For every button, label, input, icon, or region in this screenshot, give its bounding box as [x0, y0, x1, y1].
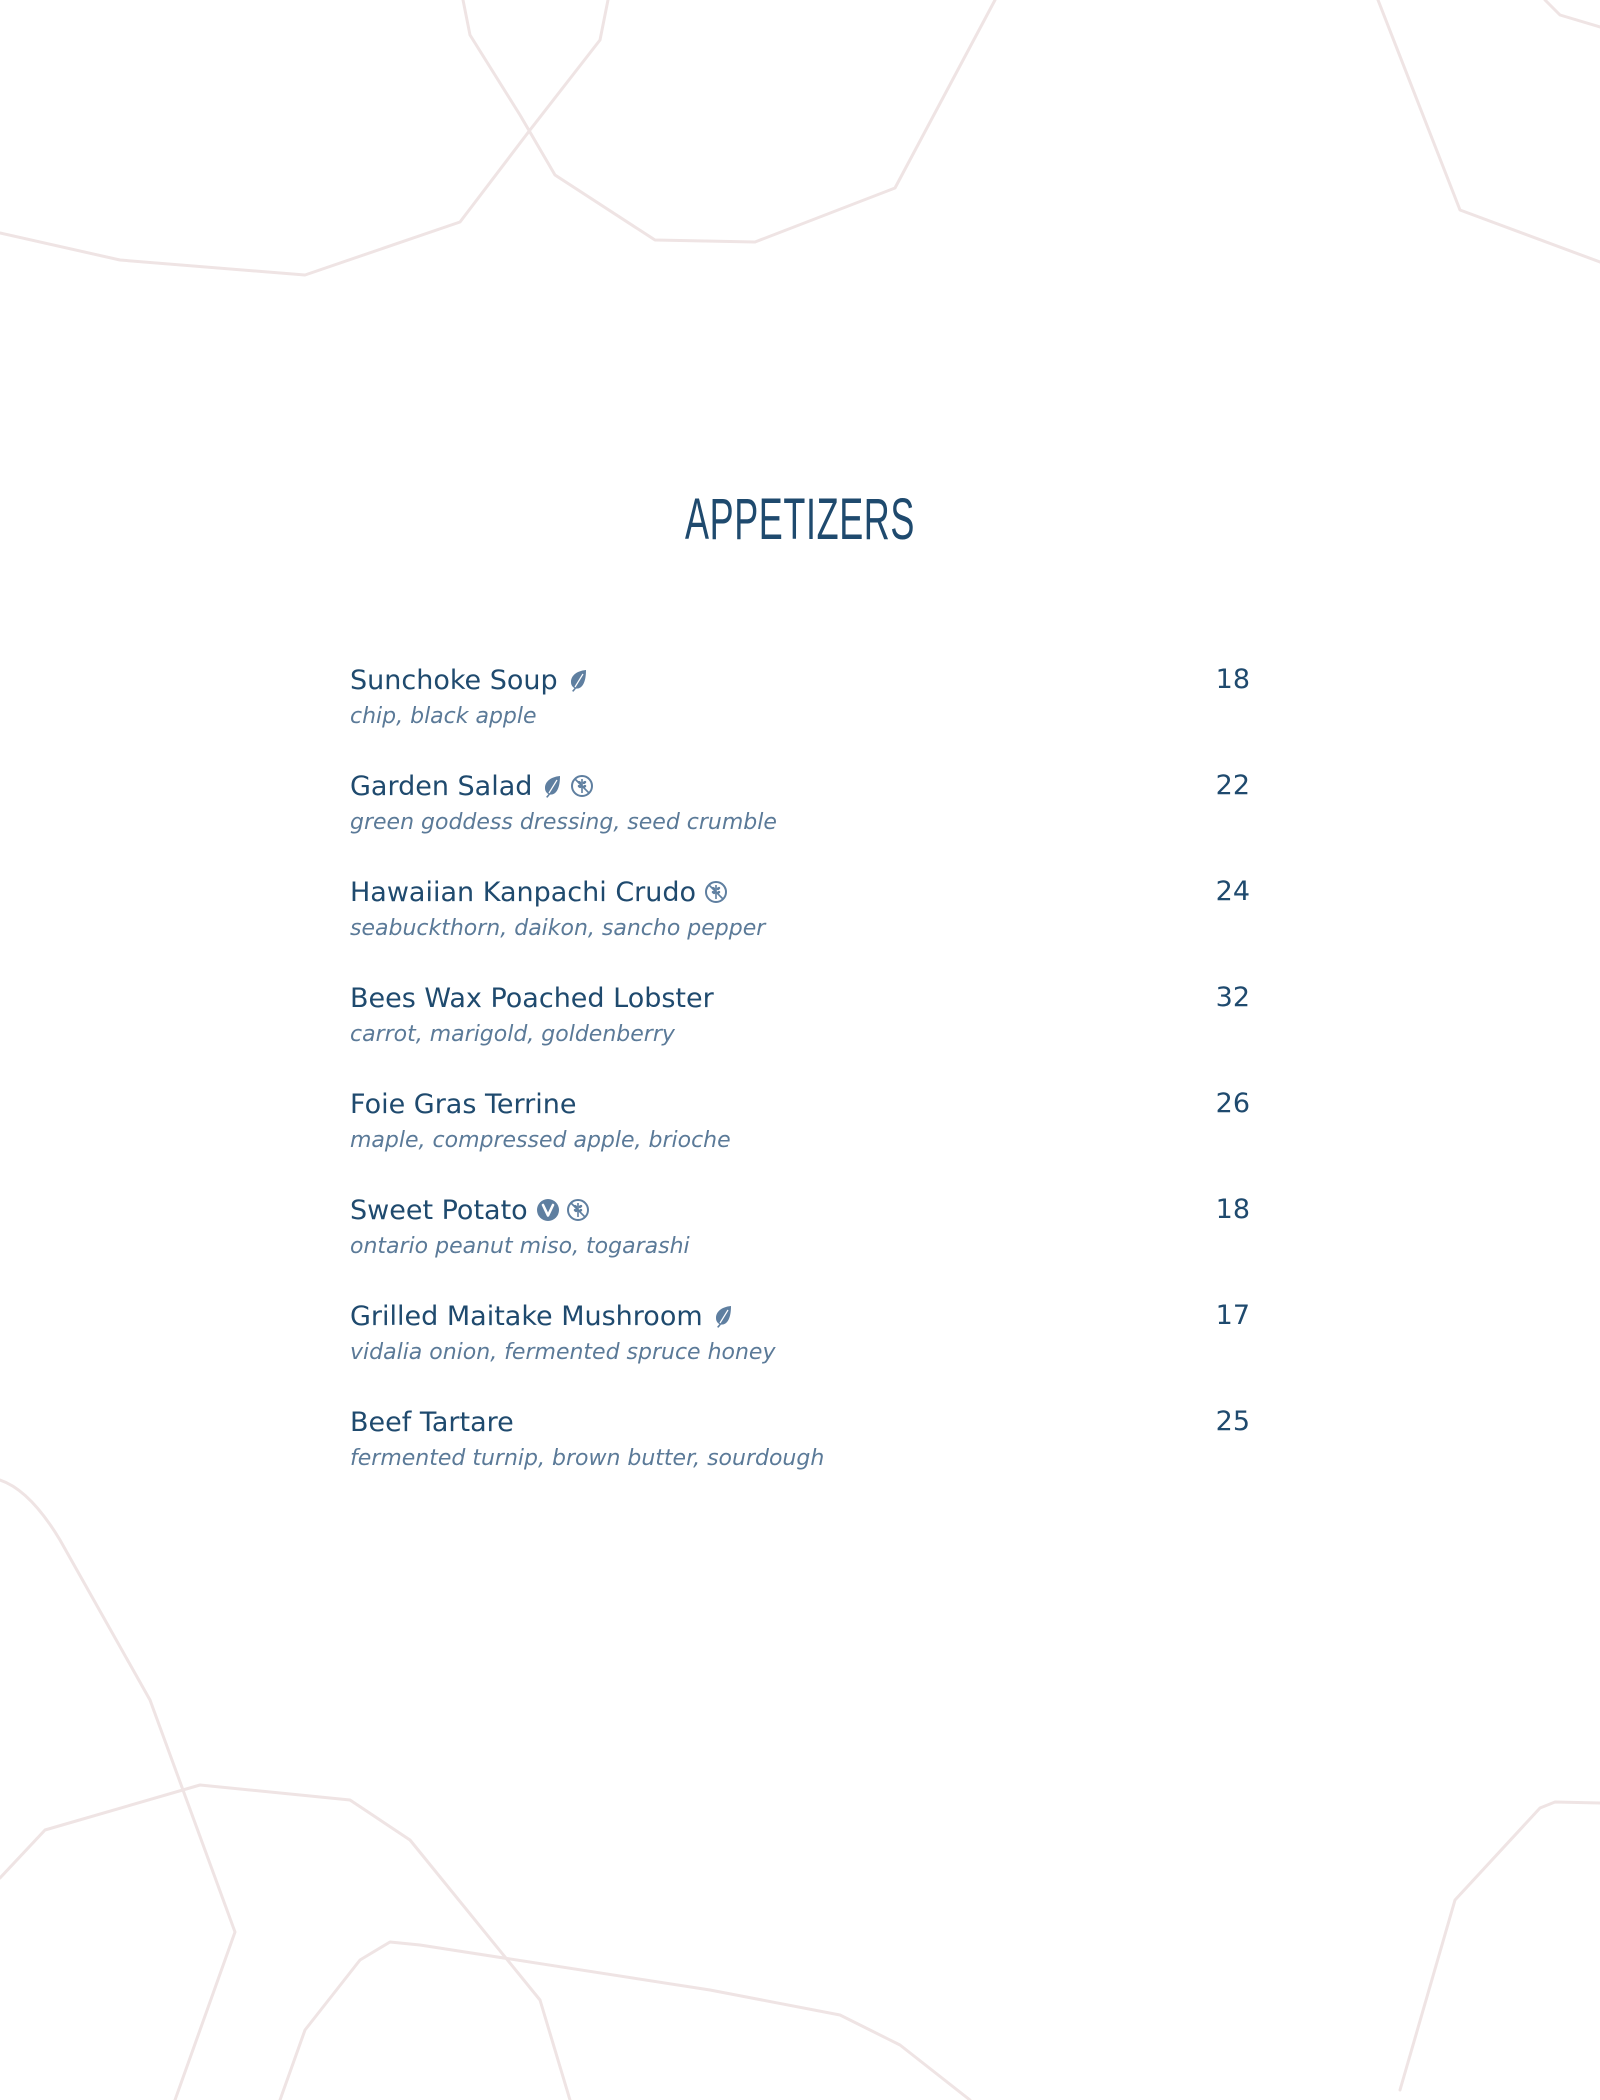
menu-item-price: 25: [1215, 1406, 1250, 1437]
menu-item: [350, 1084, 1250, 1190]
menu-item-price: 32: [1215, 982, 1250, 1013]
menu-item: [350, 978, 1250, 1084]
leaf-icon: [566, 668, 590, 692]
menu-item-price: 22: [1215, 770, 1250, 801]
menu-item: [350, 1190, 1250, 1296]
dietary-icons: [704, 880, 728, 904]
menu-item-price: 18: [1215, 1194, 1250, 1225]
menu-item-name: Sunchoke Soup: [350, 664, 558, 696]
menu-item-name: Bees Wax Poached Lobster: [350, 982, 714, 1014]
menu-item-description: seabuckthorn, daikon, sancho pepper: [350, 916, 766, 941]
menu-item: [350, 1296, 1250, 1402]
menu-item-name: Beef Tartare: [350, 1406, 514, 1438]
section-title: APPETIZERS: [684, 487, 916, 552]
menu-item-name: Hawaiian Kanpachi Crudo: [350, 876, 697, 908]
menu-item: [350, 1402, 1250, 1508]
dietary-icons: [540, 774, 594, 798]
menu-item: [350, 872, 1250, 978]
gluten-free-icon: [570, 774, 594, 798]
dietary-icons: [536, 1198, 590, 1222]
menu-item-name: Garden Salad: [350, 770, 533, 802]
menu-item-name: Foie Gras Terrine: [350, 1088, 577, 1120]
menu-item-price: 24: [1215, 876, 1250, 907]
menu-item-description: chip, black apple: [350, 704, 537, 729]
menu-page: [350, 480, 1250, 1471]
gluten-free-icon: [566, 1198, 590, 1222]
menu-item-description: green goddess dressing, seed crumble: [350, 810, 777, 835]
menu-item-description: carrot, marigold, goldenberry: [350, 1022, 675, 1047]
menu-item-description: fermented turnip, brown butter, sourdough: [350, 1446, 825, 1471]
menu-item-name: Grilled Maitake Mushroom: [350, 1300, 703, 1332]
menu-item-price: 26: [1215, 1088, 1250, 1119]
menu-item-description: maple, compressed apple, brioche: [350, 1128, 731, 1153]
leaf-icon: [540, 774, 564, 798]
gluten-free-icon: [704, 880, 728, 904]
menu-item-price: 17: [1215, 1300, 1250, 1331]
menu-item-description: vidalia onion, fermented spruce honey: [350, 1340, 776, 1365]
dietary-icons: [711, 1304, 735, 1328]
leaf-icon: [711, 1304, 735, 1328]
menu-item: [350, 766, 1250, 872]
menu-item-name: Sweet Potato: [350, 1194, 528, 1226]
menu-item: [350, 660, 1250, 766]
dietary-icons: [566, 668, 590, 692]
menu-item-price: 18: [1215, 664, 1250, 695]
menu-items-list: [350, 660, 1250, 1508]
vegan-icon: [536, 1198, 560, 1222]
menu-item-description: ontario peanut miso, togarashi: [350, 1234, 690, 1259]
